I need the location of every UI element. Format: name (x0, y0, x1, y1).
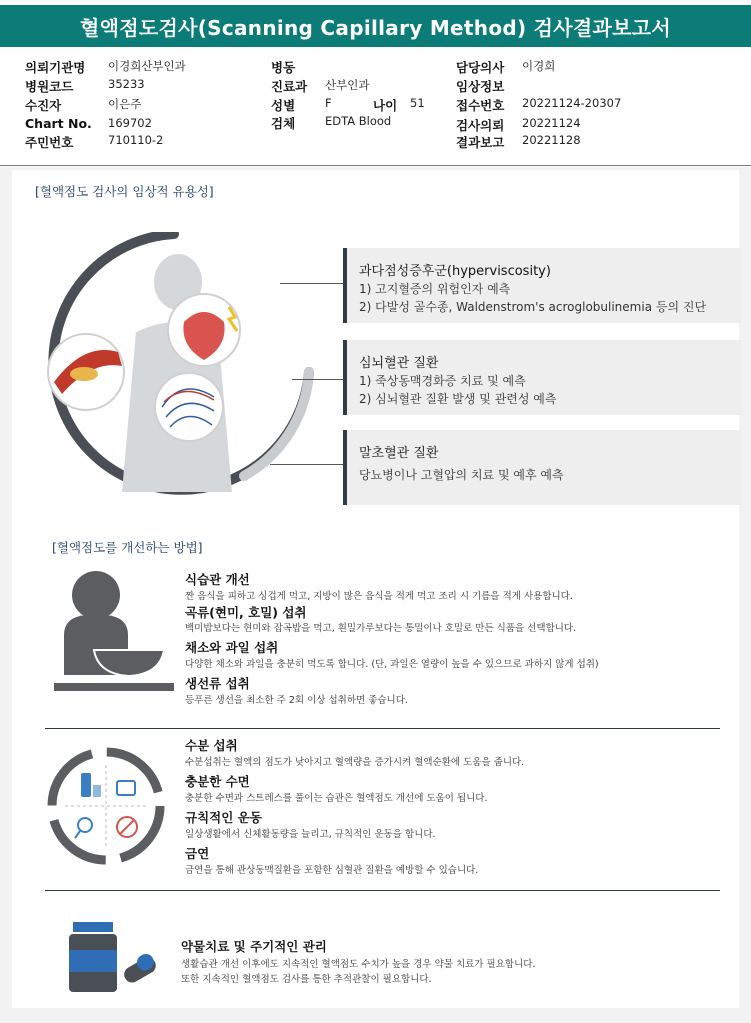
tip-heading: 약물치료 및 주기적인 관리 (181, 939, 327, 954)
patient-info (0, 50, 751, 166)
info-label: 담당의사 (456, 60, 505, 75)
info-box-hyperviscosity (343, 248, 741, 323)
info-value: 이경희산부인과 (108, 59, 186, 73)
info-value: 169702 (108, 116, 152, 130)
info-label: 결과보고 (456, 135, 505, 150)
info-box-peripheral (343, 430, 741, 505)
tip-heading: 곡류(현미, 호밀) 섭취 (185, 605, 307, 620)
connector-line (270, 464, 345, 465)
info-label: 병원코드 (25, 79, 74, 94)
tip-desc: 등푸른 생선을 최소한 주 2회 이상 섭취하면 좋습니다. (185, 695, 408, 706)
tip-heading: 규칙적인 운동 (185, 810, 262, 825)
section-title-improve: [혈액점도를 개선하는 방법] (52, 540, 203, 555)
info-label: 의뢰기관명 (25, 60, 86, 75)
info-label: 검사의뢰 (456, 118, 505, 133)
medicine-icon (67, 922, 162, 994)
box-line: 당뇨병이나 고혈압의 치료 및 예후 예측 (359, 468, 564, 482)
tip-desc: 금연을 통해 관상동맥질환을 포함한 심혈관 질환을 예방할 수 있습니다. (185, 865, 479, 876)
tip-desc: 충분한 수면과 스트레스를 풀이는 습관은 혈액점도 개선에 도움이 됩니다. (185, 793, 488, 804)
info-label: 접수번호 (456, 98, 505, 113)
info-label: 임상정보 (456, 79, 505, 94)
tip-desc: 또한 지속적인 혈액점도 검사를 통한 추적관찰이 필요합니다. (181, 974, 432, 985)
tip-heading: 생선류 섭취 (185, 676, 250, 691)
age-label: 나이 (373, 98, 398, 113)
tip-desc: 생활습관 개선 이후에도 지속적인 혈액점도 수치가 높을 경우 약물 치료가 필요합니다. (181, 959, 536, 970)
tip-desc: 일상생활에서 신체활동량을 늘리고, 규칙적인 운동을 합니다. (185, 829, 436, 840)
connector-line (280, 283, 345, 284)
tip-desc: 백미밥보다는 현미와 잡곡밥을 먹고, 흰밀가루보다는 통밀이나 호밀로 만든 식품을 선택합니다. (185, 623, 577, 634)
info-value: 20221128 (522, 133, 581, 147)
info-label: 주민번호 (25, 135, 74, 150)
eating-person-icon (54, 565, 174, 700)
info-value: 35233 (108, 77, 145, 91)
tip-desc: 수분섭취는 혈액의 점도가 낮아지고 혈액량을 증가시켜 혈액순환에 도움을 줍니다. (185, 757, 525, 768)
box-title: 과다점성증후군(hyperviscosity) (359, 264, 551, 279)
body-illustration (24, 232, 314, 497)
info-label: Chart No. (25, 116, 92, 131)
box-line: 2) 다발성 골수종, Waldenstrom's acroglobulinemia 등의 진단 (359, 300, 707, 314)
report-title: 혈액점도검사(Scanning Capillary Method) 검사결과보고서 (0, 5, 751, 47)
info-label: 성별 (271, 98, 296, 113)
info-value: 20221124 (522, 116, 581, 130)
section-title-clinical: [혈액점도 검사의 임상적 유용성] (35, 184, 214, 199)
divider (45, 728, 720, 729)
info-value: 20221124-20307 (522, 96, 622, 110)
info-value: 이경희 (522, 59, 556, 73)
info-label: 검체 (271, 116, 296, 131)
connector-line (292, 379, 345, 380)
info-value: 산부인과 (325, 78, 370, 92)
info-value: 이은주 (108, 97, 142, 111)
info-label: 병동 (271, 60, 296, 75)
box-line: 2) 심뇌혈관 질환 발생 및 관련성 예측 (359, 392, 557, 406)
tip-heading: 수분 섭취 (185, 738, 238, 753)
report-body (12, 170, 739, 1008)
lifestyle-ring-icon (45, 745, 167, 867)
age-value: 51 (410, 96, 425, 110)
info-value: EDTA Blood (325, 114, 392, 128)
info-value: F (325, 96, 332, 110)
info-value: 710110-2 (108, 133, 164, 147)
box-line: 1) 죽상동맥경화증 치료 및 예측 (359, 374, 526, 388)
tip-desc: 다양한 채소와 과일을 충분히 먹도록 합니다. (단, 과일은 열량이 높을 수 있으므로 과하지 않게 섭취) (185, 659, 599, 670)
box-title: 심뇌혈관 질환 (359, 356, 439, 371)
tip-heading: 식습관 개선 (185, 572, 250, 587)
box-title: 말초혈관 질환 (359, 446, 439, 461)
tip-heading: 채소와 과일 섭취 (185, 640, 279, 655)
tip-desc: 짠 음식을 피하고 싱겁게 먹고, 지방이 많은 음식을 적게 먹고 조리 시 기름을 적게 사용합니다. (185, 591, 573, 602)
divider (45, 890, 720, 891)
tip-heading: 충분한 수면 (185, 774, 250, 789)
info-label: 수진자 (25, 98, 62, 113)
box-line: 1) 고지혈증의 위험인자 예측 (359, 282, 511, 296)
info-label: 진료과 (271, 79, 308, 94)
tip-heading: 금연 (185, 846, 210, 861)
info-box-cardio (343, 340, 741, 415)
